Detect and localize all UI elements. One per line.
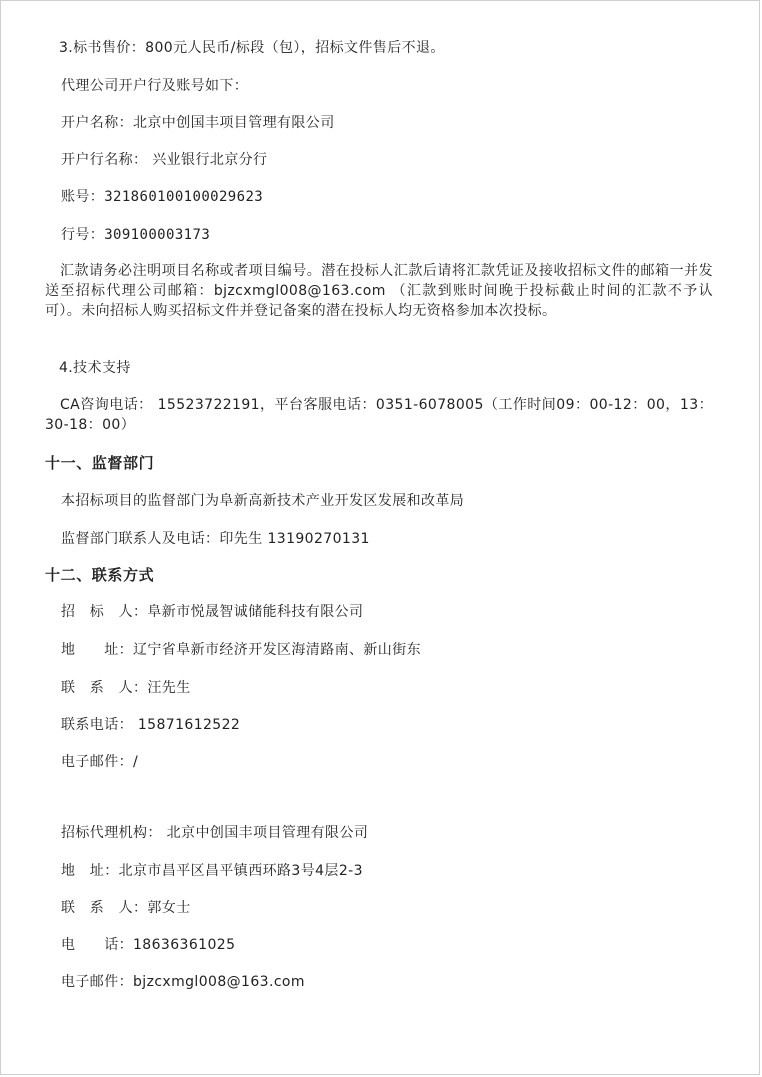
agency-contact-text: 联 系 人：郭女士 (61, 900, 191, 916)
contact-heading: 十二、联系方式 (45, 566, 155, 584)
sale-price-text: 3.标书售价：800元人民币/标段（包），招标文件售后不退。 (59, 40, 445, 56)
supervision-contact-text: 监督部门联系人及电话：印先生 13190270131 (61, 531, 370, 547)
agency-phone-text: 电 话：18636361025 (61, 937, 236, 953)
tenderer-phone-text: 联系电话： 15871612522 (61, 717, 241, 733)
bank-name-text: 开户行名称： 兴业银行北京分行 (61, 152, 268, 168)
agency-address-text: 地 址：北京市昌平区昌平镇西环路3号4层2-3 (61, 863, 363, 879)
account-name-text: 开户名称：北京中创国丰项目管理有限公司 (61, 115, 335, 131)
agency-email-text: 电子邮件：bjzcxmgl008@163.com (61, 974, 305, 990)
supervision-dept-text: 本招标项目的监督部门为阜新高新技术产业开发区发展和改革局 (61, 493, 465, 509)
tenderer-email-text: 电子邮件：/ (61, 754, 139, 770)
ca-support-paragraph: CA咨询电话： 15523722191，平台客服电话：0351-6078005（工作时间09：00-12：00，13：30-18：00） (45, 397, 713, 433)
account-number-text: 账号：321860100100029623 (61, 189, 264, 205)
account-intro-text: 代理公司开户行及账号如下： (61, 78, 249, 94)
remittance-notice-paragraph: 汇款请务必注明项目名称或者项目编号。潜在投标人汇款后请将汇款凭证及接收招标文件的邮箱一并发送至招标代理公司邮箱：bjzcxmgl008@163.com （汇款到账时间晚于投标截止时间的汇款不予认可）。未向招标人购买招标文件并登记备案的潜在投标人均无资格参加本次投标。 (45, 263, 713, 319)
tenderer-address-text: 地 址：辽宁省阜新市经济开发区海清路南、新山街东 (61, 642, 421, 658)
supervision-heading: 十一、监督部门 (45, 454, 155, 472)
tenderer-contact-text: 联 系 人：汪先生 (61, 680, 191, 696)
bank-code-text: 行号：309100003173 (61, 227, 211, 243)
agency-name-text: 招标代理机构： 北京中创国丰项目管理有限公司 (61, 825, 369, 841)
tech-support-title: 4.技术支持 (59, 360, 131, 376)
tenderer-name-text: 招 标 人：阜新市悦晟智诚储能科技有限公司 (61, 604, 364, 620)
